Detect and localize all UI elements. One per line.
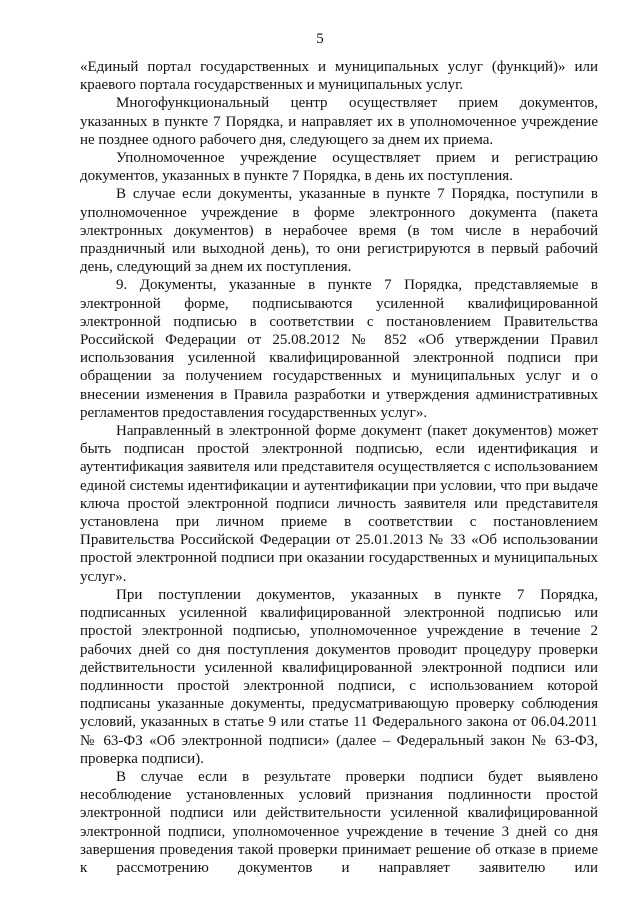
paragraph-3: Уполномоченное учреждение осуществляет прием и регистрацию документов, указанных в пункте 7 Порядка, в день их поступления.	[80, 150, 598, 185]
paragraph-2: Многофункциональный центр осуществляет прием документов, указанных в пункте 7 Порядка, и направляет их в уполномоченное учреждение не позднее одного рабочего дня, следующего за днем их приема.	[80, 95, 598, 148]
paragraph-5: 9. Документы, указанные в пункте 7 Порядка, представляемые в электронной форме, подписываются усиленной квалифицированной электронной подписью в соответствии с постановлением Правительства Российской Федерации от 25.08.2012 № 852 «Об утверждении Правил использования усиленной квалифицированной электронной подписи при обращении за получением государственных и муниципальных услуг и о внесении изменения в Правила разработки и утверждения административных регламентов предоставления государственных услуг».	[80, 277, 598, 421]
document-body	[80, 58, 598, 877]
paragraph-1: «Единый портал государственных и муниципальных услуг (функций)» или краевого портала государственных и муниципальных услуг.	[80, 59, 598, 94]
paragraph-8: В случае если в результате проверки подписи будет выявлено несоблюдение установленных условий признания подлинности простой электронной подписи или действительности усиленной квалифицированной электронной подписи, уполномоченное учреждение в течение 3 дней со дня завершения проведения такой проверки принимает решение об отказе в приеме к рассмотрению документов и направляет заявителю или	[80, 768, 598, 876]
paragraph-7: При поступлении документов, указанных в пункте 7 Порядка, подписанных усиленной квалифицированной электронной подписью или простой электронной подписью, уполномоченное учреждение в течение 2 рабочих дней со дня поступления документов проводит процедуру проверки действительности усиленной квалифицированной электронной подписи или подлинности простой электронной подписи, с использованием которой подписаны указанные документы, предусматривающую проверку соблюдения условий, указанных в статье 9 или статье 11 Федерального закона от 06.04.2011 № 63-ФЗ «Об электронной подписи» (далее – Федеральный закон № 63-ФЗ, проверка подписи).	[80, 586, 598, 767]
paragraph-6: Направленный в электронной форме документ (пакет документов) может быть подписан простой электронной подписью, если идентификация и аутентификация заявителя или представителя осуществляется с использованием единой системы идентификации и аутентификации при условии, что при выдаче ключа простой электронной подписи личность заявителя или представителя установлена при личном приеме в соответствии с постановлением Правительства Российской Федерации от 25.01.2013 № 33 «Об использовании простой электронной подписи при оказании государственных и муниципальных услуг».	[80, 423, 598, 585]
paragraph-4: В случае если документы, указанные в пункте 7 Порядка, поступили в уполномоченное учреждение в форме электронного документа (пакета электронных документов) в нерабочее время (в том числе в нерабочий праздничный или выходной день), то они регистрируются в первый рабочий день, следующий за днем их поступления.	[80, 186, 598, 276]
page-number: 5	[316, 31, 324, 47]
